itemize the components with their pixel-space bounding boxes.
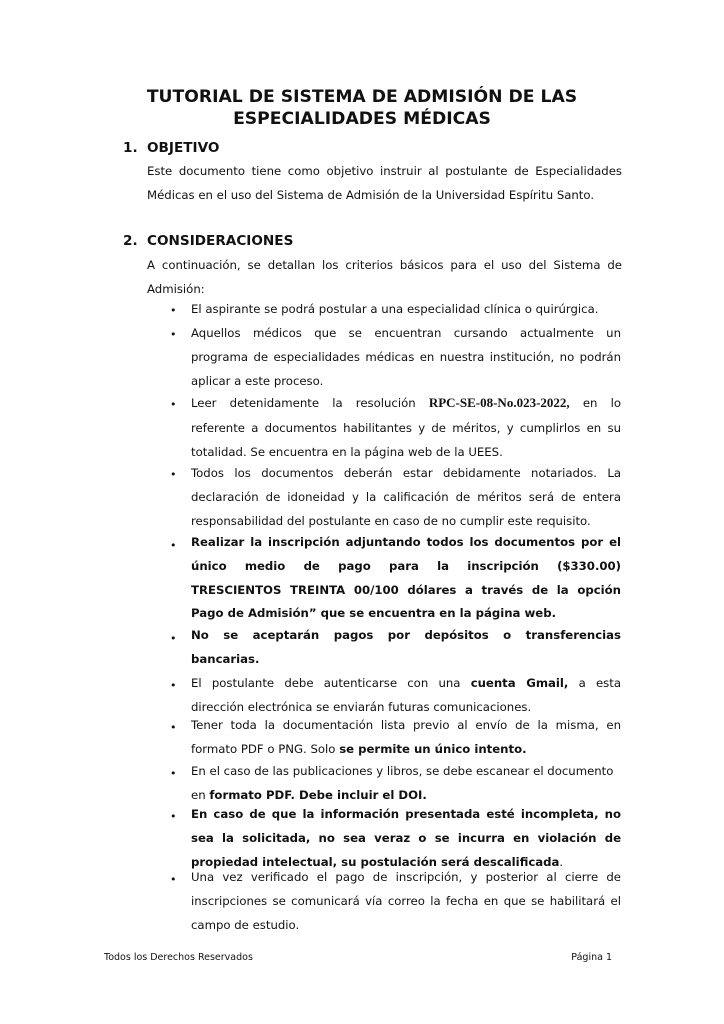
- title-line-2: ESPECIALIDADES MÉDICAS: [233, 109, 491, 129]
- item-line: Aquellos médicos que se encuentran cursando actualmente un: [191, 326, 621, 340]
- item-line: declaración de idoneidad y la calificación de méritos será de entera: [191, 489, 621, 504]
- item-text: en: [191, 787, 206, 802]
- item-line: [191, 391, 621, 416]
- section-2-intro: [147, 254, 622, 302]
- paragraph-line: Admisión:: [147, 281, 205, 296]
- bullet-marker: •: [170, 810, 177, 823]
- item-line: [191, 738, 621, 762]
- item-line: aplicar a este proceso.: [191, 373, 324, 388]
- section-number: 2.: [123, 233, 138, 249]
- item-line: bancarias.: [191, 651, 260, 666]
- list-item: [191, 760, 621, 808]
- list-item: [191, 866, 621, 937]
- item-line: dirección electrónica se enviarán futuras comunicaciones.: [191, 699, 532, 714]
- item-line: Todos los documentos deberán estar debidamente notariados. La: [191, 466, 621, 480]
- item-line: sea la solicitada, no sea veraz o se incurra en violación de: [191, 830, 621, 845]
- item-line: Pago de Admisión” que se encuentra en la página web.: [191, 606, 557, 621]
- item-line: Tener toda la documentación lista previo al envío de la misma, en: [191, 718, 621, 732]
- bullet-marker: •: [170, 721, 177, 734]
- item-emphasis: se permite un único intento.: [339, 741, 527, 756]
- item-line: referente a documentos habilitantes y de méritos, y cumplirlos en su: [191, 420, 621, 435]
- item-line: programa de especialidades médicas en nuestra institución, no podrán: [191, 349, 621, 364]
- bullet-marker: •: [170, 468, 177, 481]
- item-text: Leer detenidamente la resolución: [191, 396, 416, 410]
- item-line: único medio de pago para la inscripción ($330.00): [191, 558, 621, 573]
- list-item: [191, 298, 621, 322]
- list-item: [191, 531, 621, 626]
- section-title: OBJETIVO: [147, 140, 220, 156]
- section-1-heading: [123, 140, 219, 156]
- list-item: [191, 462, 621, 533]
- item-line: En el caso de las publicaciones y libros, se debe escanear el documento: [191, 764, 614, 778]
- bullet-marker: •: [170, 304, 177, 317]
- item-text: en lo: [582, 396, 621, 410]
- item-text: a esta: [578, 676, 622, 690]
- paragraph-line: A continuación, se detallan los criterios básicos para el uso del Sistema de: [147, 258, 622, 272]
- item-line: inscripciones se comunicará vía correo la fecha en que se habilitará el: [191, 893, 621, 908]
- item-text: formato PDF o PNG. Solo: [191, 741, 336, 756]
- document-title: [100, 86, 624, 130]
- paragraph-line: Este documento tiene como objetivo instruir al postulante de Especialidades: [147, 164, 622, 178]
- item-emphasis: formato PDF. Debe incluir el DOI.: [209, 787, 427, 802]
- footer-page-number: Página 1: [571, 952, 612, 963]
- item-line: En caso de que la información presentada esté incompleta, no: [191, 807, 621, 821]
- item-line: TRESCIENTOS TREINTA 00/100 dólares a través de la opción: [191, 582, 621, 597]
- bullet-marker: •: [170, 873, 177, 886]
- item-line: No se aceptarán pagos por depósitos o transferencias: [191, 628, 621, 642]
- item-line: El aspirante se podrá postular a una especialidad clínica o quirúrgica.: [191, 302, 599, 316]
- list-item: [191, 714, 621, 762]
- item-emphasis: cuenta Gmail,: [470, 676, 569, 690]
- list-item: [191, 391, 621, 465]
- bullet-marker: •: [170, 679, 177, 692]
- title-line-1: TUTORIAL DE SISTEMA DE ADMISIÓN DE LAS: [146, 87, 578, 107]
- item-line: [191, 672, 621, 696]
- item-text: propiedad intelectual, su postulación será descalificada: [191, 854, 560, 869]
- item-line: Realizar la inscripción adjuntando todos los documentos por el: [191, 535, 621, 549]
- item-line: totalidad. Se encuentra en la página web de la UEES.: [191, 445, 503, 459]
- item-line: Una vez verificado el pago de inscripción, y posterior al cierre de: [191, 870, 621, 884]
- footer-copyright: Todos los Derechos Reservados: [104, 952, 253, 963]
- bullet-marker: •: [170, 328, 177, 341]
- section-2-heading: [123, 233, 293, 249]
- paragraph-line: Médicas en el uso del Sistema de Admisión de la Universidad Espíritu Santo.: [147, 187, 595, 202]
- item-text: .: [559, 854, 564, 869]
- section-title: CONSIDERACIONES: [147, 233, 294, 249]
- list-item: [191, 672, 621, 720]
- resolution-code: RPC-SE-08-No.023-2022,: [428, 395, 570, 410]
- section-1-paragraph: [147, 160, 622, 208]
- bullet-marker: •: [170, 398, 177, 411]
- section-number: 1.: [123, 140, 138, 156]
- list-item: [191, 624, 621, 672]
- bullet-marker: •: [170, 539, 177, 552]
- list-item: [191, 803, 621, 874]
- bullet-marker: •: [170, 632, 177, 645]
- item-line: responsabilidad del postulante en caso de no cumplir este requisito.: [191, 513, 591, 528]
- bullet-marker: •: [170, 767, 177, 780]
- item-line: campo de estudio.: [191, 917, 300, 932]
- list-item: [191, 322, 621, 393]
- item-text: El postulante debe autenticarse con una: [191, 676, 461, 690]
